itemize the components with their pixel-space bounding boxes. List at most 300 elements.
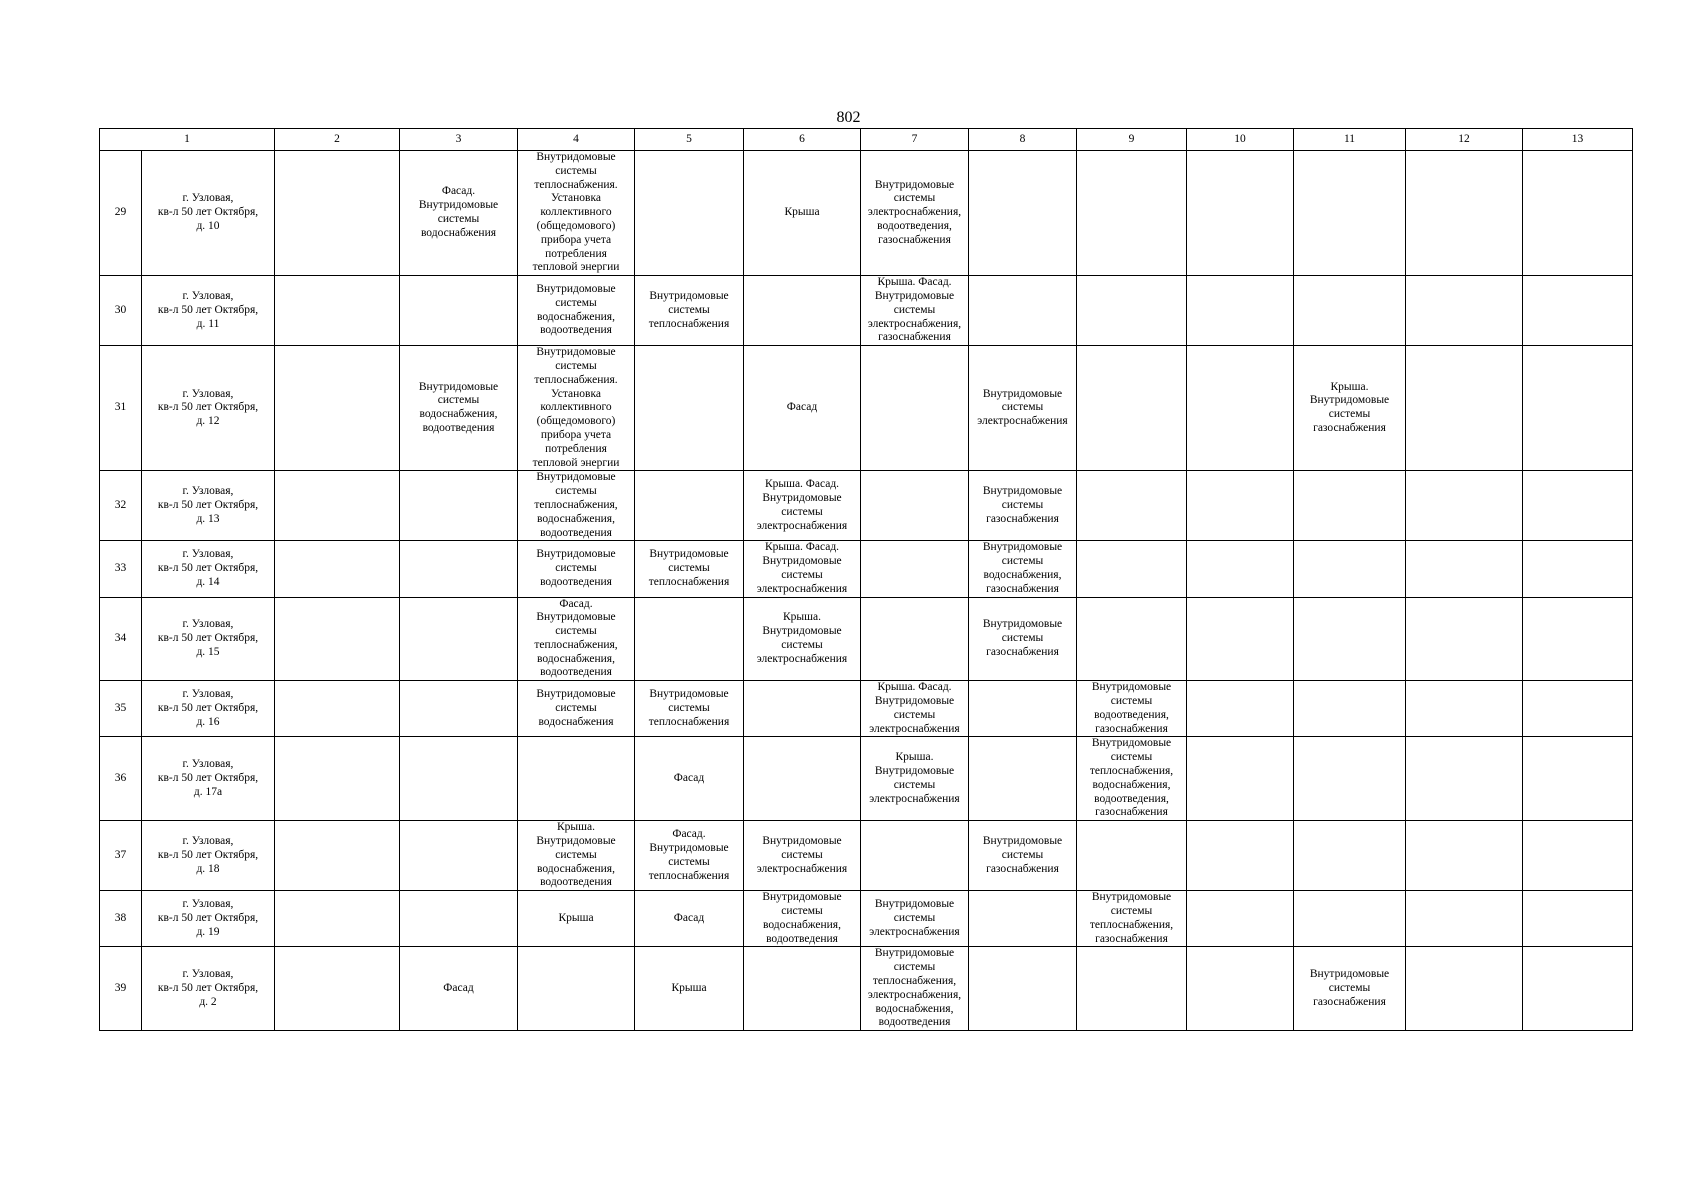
cell-line: Крыша. Фасад. [877,681,952,694]
cell-line: д. 19 [196,925,220,938]
cell-line: системы [1001,555,1044,568]
header-row [100,129,1633,151]
cell-line: д. 15 [196,645,220,658]
cell-line: водоснабжения, [983,568,1062,581]
header-cell: 2 [275,129,400,151]
work-cell-col-5 [635,947,744,1031]
cell-line: Внутридомовые [536,611,616,624]
work-cell-col-7 [861,821,969,891]
cell-line: системы [1110,751,1153,764]
work-cell-col-13 [1523,597,1633,681]
work-cell-col-2 [275,737,400,821]
cell-line: Фасад [443,981,474,994]
work-cell-col-3 [400,891,518,947]
work-cell-col-4 [518,737,635,821]
row-number: 35 [100,681,142,737]
cell-line: Внутридомовые [762,835,842,848]
cell-line: системы [1110,695,1153,708]
work-cell-col-8 [969,821,1077,891]
work-cell-col-3 [400,737,518,821]
cell-line: Внутридомовые [418,199,499,212]
work-cell-col-8 [969,681,1077,737]
cell-line: системы [555,625,597,638]
work-cell-col-6 [744,471,861,541]
cell-line: системы [1110,905,1153,918]
cell-line: системы [1001,401,1044,414]
cell-line: г. Узловая, [182,192,234,205]
work-cell-col-8 [969,541,1077,597]
work-cell-col-12 [1406,597,1523,681]
cell-line: теплоснабжения. [534,373,618,386]
work-cell-col-9 [1077,737,1187,821]
work-cell-col-6 [744,947,861,1031]
cell-line: теплоснабжения, [1089,918,1174,931]
cell-line: Внутридомовые [1091,681,1172,694]
work-cell-col-5 [635,597,744,681]
cell-line: Фасад. [559,597,593,610]
row-number: 32 [100,471,142,541]
work-cell-col-10 [1187,681,1294,737]
cell-line: д. 18 [196,862,220,875]
cell-line: водоотведения [540,575,612,588]
cell-line: теплоснабжения, [872,975,957,988]
header-cell: 12 [1406,129,1523,151]
header-cell: 1 [100,129,275,151]
work-cell-col-11 [1294,276,1406,346]
cell-line: Внутридомовые [874,178,955,191]
cell-line: газоснабжения [986,512,1059,525]
cell-line: водоснабжения [538,715,614,728]
cell-line: электроснабжения, [867,206,962,219]
cell-line: газоснабжения [878,331,951,344]
cell-line: Крыша. [895,751,934,764]
work-cell-col-7 [861,471,969,541]
header-cell: 4 [518,129,635,151]
cell-line: кв-л 50 лет Октября, [157,631,259,644]
row-number: 38 [100,891,142,947]
cell-line: системы [1001,631,1044,644]
cell-line: Внутридомовые [536,346,616,359]
cell-line: электроснабжения [869,925,960,938]
work-cell-col-4 [518,346,635,471]
work-cell-col-10 [1187,891,1294,947]
work-cell-col-9 [1077,681,1187,737]
cell-line: системы [893,708,936,721]
work-cell-col-8 [969,947,1077,1031]
cell-line: Внутридомовые [1309,394,1390,407]
cell-line: Внутридомовые [649,289,729,302]
cell-line: системы [781,905,823,918]
cell-line: водоотведения [540,666,612,679]
cell-line: системы [668,303,710,316]
cell-line: водоотведения [540,876,612,889]
cell-line: г. Узловая, [182,898,234,911]
cell-line: теплоснабжения, [534,638,618,651]
work-cell-col-13 [1523,681,1633,737]
work-cell-col-5 [635,276,744,346]
work-cell-col-10 [1187,346,1294,471]
cell-line: Крыша. Фасад. [764,478,840,491]
cell-line: Внутридомовые [762,625,842,638]
table-row [100,891,1633,947]
table-row [100,151,1633,276]
cell-line: д. 12 [196,415,220,428]
cell-line: системы [1328,408,1371,421]
cell-line: системы [893,303,936,316]
cell-line: кв-л 50 лет Октября, [157,303,259,316]
work-cell-col-6 [744,597,861,681]
header-cell: 7 [861,129,969,151]
cell-line: системы [437,394,480,407]
work-cell-col-12 [1406,737,1523,821]
header-cell: 9 [1077,129,1187,151]
cell-line: водоотведения [766,932,838,945]
cell-line: водоснабжения, [763,918,841,931]
work-cell-col-7 [861,947,969,1031]
cell-line: Внутридомовые [874,947,955,960]
work-cell-col-5 [635,346,744,471]
work-cell-col-8 [969,346,1077,471]
cell-line: водоотведения [540,324,612,337]
work-cell-col-10 [1187,471,1294,541]
work-cell-col-3 [400,151,518,276]
cell-line: теплоснабжения [648,869,730,882]
cell-line: кв-л 50 лет Октября, [157,848,259,861]
work-cell-col-8 [969,891,1077,947]
work-cell-col-12 [1406,821,1523,891]
cell-line: водоотведения, [877,219,952,232]
cell-line: (общедомового) [536,415,616,428]
table-row [100,681,1633,737]
cell-line: Внутридомовые [874,289,955,302]
cell-line: газоснабжения [1095,932,1168,945]
work-cell-col-6 [744,891,861,947]
cell-line: газоснабжения [986,582,1059,595]
cell-line: Крыша [784,206,820,219]
cell-line: Внутридомовые [874,765,955,778]
header-cell: 3 [400,129,518,151]
cell-line: Внутридомовые [874,695,955,708]
cell-line: газоснабжения [878,233,951,246]
cell-line: Внутридомовые [536,471,616,484]
cell-line: водоснабжения, [537,652,615,665]
table-row [100,821,1633,891]
address-cell [142,597,275,681]
cell-line: Крыша. [783,611,821,624]
cell-line: Внутридомовые [982,835,1063,848]
work-cell-col-12 [1406,346,1523,471]
work-cell-col-10 [1187,821,1294,891]
table-row [100,471,1633,541]
work-cell-col-5 [635,821,744,891]
cell-line: водоснабжения, [537,310,615,323]
header-cell: 11 [1294,129,1406,151]
cell-line: Внутридомовые [874,898,955,911]
cell-line: Фасад [673,771,705,784]
work-cell-col-7 [861,597,969,681]
work-cell-col-7 [861,681,969,737]
work-cell-col-6 [744,346,861,471]
work-cell-col-11 [1294,891,1406,947]
cell-line: системы [555,848,597,861]
cell-line: газоснабжения [986,862,1059,875]
cell-line: д. 2 [199,995,217,1008]
cell-line: д. 13 [196,512,220,525]
row-number: 36 [100,737,142,821]
work-cell-col-4 [518,276,635,346]
cell-line: кв-л 50 лет Октября, [157,911,259,924]
cell-line: водоснабжения, [537,862,615,875]
cell-line: кв-л 50 лет Октября, [157,401,259,414]
work-cell-col-5 [635,891,744,947]
cell-line: Внутридомовые [536,688,616,701]
cell-line: г. Узловая, [182,968,234,981]
cell-line: Внутридомовые [762,492,842,505]
cell-line: системы [781,638,823,651]
work-cell-col-13 [1523,151,1633,276]
table-row [100,597,1633,681]
work-cell-col-5 [635,541,744,597]
work-cell-col-11 [1294,471,1406,541]
cell-line: электроснабжения [756,652,848,665]
cell-line: системы [668,562,710,574]
work-cell-col-2 [275,541,400,597]
cell-line: Внутридомовые [982,485,1063,498]
cell-line: водоснабжения, [1092,778,1171,791]
cell-line: Внутридомовые [649,688,729,701]
work-cell-col-6 [744,151,861,276]
cell-line: газоснабжения [1095,806,1168,819]
work-cell-col-9 [1077,346,1187,471]
cell-line: водоснабжения [420,226,497,239]
work-cell-col-9 [1077,947,1187,1031]
cell-line: Фасад [786,401,818,414]
work-cell-col-4 [518,471,635,541]
work-cell-col-3 [400,681,518,737]
cell-line: системы [893,192,936,205]
work-cell-col-3 [400,471,518,541]
row-number: 29 [100,151,142,276]
work-cell-col-2 [275,597,400,681]
cell-line: прибора учета [540,428,612,441]
cell-line: г. Узловая, [182,548,234,561]
cell-line: системы [1001,848,1044,861]
cell-line: Внутридомовые [536,283,616,296]
cell-line: Внутридомовые [982,387,1063,400]
work-cell-col-11 [1294,821,1406,891]
work-cell-col-2 [275,471,400,541]
work-cell-col-11 [1294,737,1406,821]
address-cell [142,821,275,891]
address-cell [142,541,275,597]
cell-line: системы [893,961,936,974]
work-cell-col-4 [518,947,635,1031]
work-cell-col-9 [1077,821,1187,891]
work-cell-col-3 [400,821,518,891]
work-cell-col-2 [275,947,400,1031]
cell-line: тепловой энергии [532,261,620,274]
address-cell [142,891,275,947]
cell-line: теплоснабжения. [534,178,618,191]
work-cell-col-12 [1406,681,1523,737]
work-cell-col-10 [1187,541,1294,597]
schedule-table [99,128,1633,1031]
work-cell-col-3 [400,597,518,681]
work-cell-col-8 [969,737,1077,821]
cell-line: (общедомового) [536,219,616,232]
cell-line: Крыша. Фасад. [877,276,952,289]
cell-line: кв-л 50 лет Октября, [157,562,259,574]
work-cell-col-13 [1523,346,1633,471]
work-cell-col-11 [1294,346,1406,471]
cell-line: Внутридомовые [1091,737,1172,750]
cell-line: системы [437,213,480,226]
cell-line: газоснабжения [1313,422,1386,435]
cell-line: системы [781,848,823,861]
cell-line: системы [555,296,597,309]
work-cell-col-4 [518,541,635,597]
cell-line: водоснабжения, [419,408,498,421]
work-cell-col-2 [275,891,400,947]
cell-line: системы [668,855,710,868]
cell-line: г. Узловая, [182,618,234,631]
cell-line: водоотведения, [1094,708,1169,721]
work-cell-col-11 [1294,151,1406,276]
address-cell [142,947,275,1031]
cell-line: водоотведения [878,1016,951,1029]
work-cell-col-8 [969,151,1077,276]
work-cell-col-9 [1077,151,1187,276]
row-number: 31 [100,346,142,471]
header-cell: 10 [1187,129,1294,151]
header-cell: 5 [635,129,744,151]
work-cell-col-9 [1077,471,1187,541]
cell-line: кв-л 50 лет Октября, [157,701,259,714]
work-cell-col-13 [1523,947,1633,1031]
cell-line: Внутридомовые [762,555,842,568]
cell-line: газоснабжения [986,645,1059,658]
work-cell-col-11 [1294,681,1406,737]
row-number: 37 [100,821,142,891]
work-cell-col-12 [1406,541,1523,597]
cell-line: теплоснабжения [648,715,730,728]
cell-line: системы [781,568,823,581]
work-cell-col-6 [744,821,861,891]
work-cell-col-8 [969,276,1077,346]
cell-line: системы [893,911,936,924]
work-cell-col-6 [744,737,861,821]
cell-line: системы [893,778,936,791]
work-cell-col-4 [518,891,635,947]
work-cell-col-10 [1187,151,1294,276]
cell-line: системы [555,562,597,574]
work-cell-col-2 [275,681,400,737]
cell-line: Внутридомовые [649,841,729,854]
cell-line: газоснабжения [1313,995,1386,1008]
work-cell-col-7 [861,737,969,821]
work-cell-col-3 [400,346,518,471]
cell-line: Крыша. [1330,380,1369,393]
work-cell-col-9 [1077,891,1187,947]
cell-line: электроснабжения [977,415,1068,428]
header-cell: 6 [744,129,861,151]
address-cell [142,346,275,471]
work-cell-col-11 [1294,947,1406,1031]
cell-line: Фасад [673,911,705,924]
cell-line: Внутридомовые [418,380,499,393]
work-cell-col-3 [400,947,518,1031]
cell-line: потребления [545,442,607,455]
cell-line: Крыша [558,911,594,924]
work-cell-col-12 [1406,276,1523,346]
work-cell-col-3 [400,541,518,597]
work-cell-col-10 [1187,597,1294,681]
cell-line: Установка [551,387,601,400]
work-cell-col-5 [635,681,744,737]
cell-line: кв-л 50 лет Октября, [157,981,259,994]
cell-line: Фасад. [672,828,706,841]
cell-line: водоотведения, [1094,792,1169,805]
cell-line: системы [555,701,597,714]
cell-line: Крыша. [557,821,595,834]
cell-line: электроснабжения [756,582,848,595]
work-cell-col-4 [518,821,635,891]
cell-line: электроснабжения [756,862,848,875]
work-cell-col-7 [861,276,969,346]
work-cell-col-4 [518,151,635,276]
cell-line: г. Узловая, [182,387,234,400]
cell-line: кв-л 50 лет Октября, [157,771,259,784]
work-cell-col-13 [1523,276,1633,346]
cell-line: Внутридомовые [536,548,616,561]
cell-line: Внутридомовые [982,618,1063,631]
work-cell-col-3 [400,276,518,346]
work-cell-col-7 [861,891,969,947]
row-number: 34 [100,597,142,681]
address-cell [142,276,275,346]
cell-line: тепловой энергии [532,456,620,469]
work-cell-col-10 [1187,737,1294,821]
cell-line: электроснабжения [869,722,960,735]
cell-line: Внутридомовые [1309,968,1390,981]
row-number: 33 [100,541,142,597]
cell-line: коллективного [540,206,612,219]
cell-line: Крыша. Фасад. [764,541,840,554]
cell-line: Внутридомовые [1091,891,1172,904]
row-number: 30 [100,276,142,346]
cell-line: д. 16 [196,715,220,728]
cell-line: д. 11 [196,317,220,330]
work-cell-col-13 [1523,541,1633,597]
work-cell-col-13 [1523,737,1633,821]
cell-line: системы [668,701,710,714]
work-cell-col-12 [1406,947,1523,1031]
cell-line: д. 17а [193,785,223,798]
cell-line: Внутридомовые [762,891,842,904]
cell-line: газоснабжения [1095,722,1168,735]
cell-line: водоотведения [422,422,495,435]
cell-line: теплоснабжения, [1089,765,1174,778]
work-cell-col-6 [744,541,861,597]
work-cell-col-7 [861,346,969,471]
cell-line: водоснабжения, [875,1002,954,1015]
cell-line: д. 14 [196,575,220,588]
work-cell-col-12 [1406,471,1523,541]
table-row [100,947,1633,1031]
cell-line: г. Узловая, [182,835,234,848]
address-cell [142,737,275,821]
work-cell-col-7 [861,541,969,597]
